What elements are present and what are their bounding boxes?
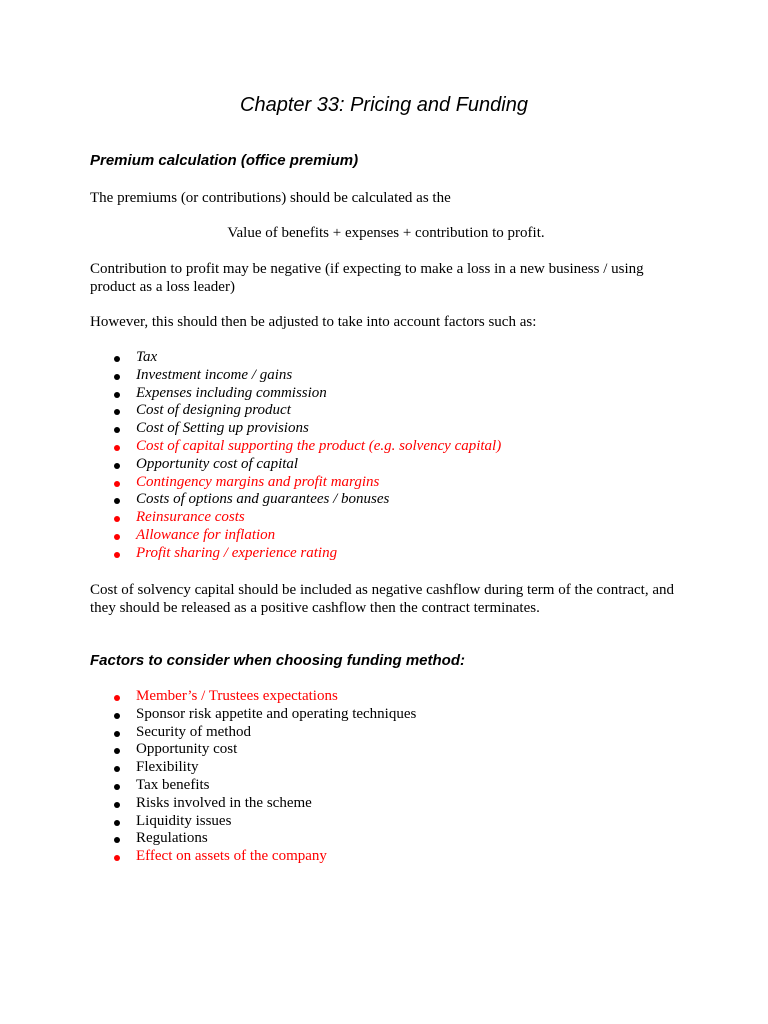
pricing-factors-list [110,349,501,563]
list-item-text: Flexibility [136,759,199,776]
list-item-text: Cost of designing product [136,402,291,419]
bullet-icon [114,516,120,522]
funding-factors-list [110,688,416,866]
list-item-text: Risks involved in the scheme [136,794,312,811]
list-item [110,509,501,527]
bullet-icon [114,713,120,719]
list-item [110,848,416,866]
list-item-text: Sponsor risk appetite and operating techniques [136,705,417,722]
premium-formula: Value of benefits + expenses + contribution to profit. [227,225,545,241]
bullet-icon [114,766,120,772]
list-item [110,545,501,563]
contribution-note-paragraph: Contribution to profit may be negative (if expecting to make a loss in a new business / using product as a loss leader) [90,261,644,295]
premium-intro-paragraph: The premiums (or contributions) should be calculated as the [90,190,451,206]
list-item-text: Costs of options and guarantees / bonuses [136,491,390,508]
list-item-text: Expenses including commission [136,384,327,401]
list-item [110,759,416,777]
bullet-icon [114,731,120,737]
list-item [110,813,416,831]
bullet-icon [114,392,120,398]
funding-method-heading: Factors to consider when choosing funding method: [90,652,465,669]
list-item [110,777,416,795]
adjustment-paragraph: However, this should then be adjusted to take into account factors such as: [90,314,537,330]
list-item-text: Opportunity cost [136,741,238,758]
list-item-text: Security of method [136,723,251,740]
bullet-icon [114,534,120,540]
bullet-icon [114,498,120,504]
bullet-icon [114,409,120,415]
list-item [110,349,501,367]
list-item-text: Contingency margins and profit margins [136,473,380,490]
bullet-icon [114,695,120,701]
list-item-text: Profit sharing / experience rating [136,544,338,561]
list-item [110,420,501,438]
list-item-text: Cost of capital supporting the product (e.g. solvency capital) [136,437,502,454]
premium-calculation-heading: Premium calculation (office premium) [90,152,359,169]
bullet-icon [114,748,120,754]
list-item-text: Member’s / Trustees expectations [136,688,338,704]
list-item-text: Tax benefits [136,776,210,793]
list-item-text: Tax [136,349,158,365]
list-item [110,830,416,848]
list-item [110,438,501,456]
list-item [110,402,501,420]
bullet-icon [114,374,120,380]
list-item [110,385,501,403]
list-item-text: Opportunity cost of capital [136,455,299,472]
bullet-icon [114,552,120,558]
bullet-icon [114,855,120,861]
bullet-icon [114,463,120,469]
page-title: Chapter 33: Pricing and Funding [240,94,528,116]
list-item [110,706,416,724]
list-item [110,795,416,813]
bullet-icon [114,802,120,808]
list-item [110,688,416,706]
list-item [110,474,501,492]
list-item [110,741,416,759]
list-item [110,724,416,742]
list-item-text: Allowance for inflation [136,526,276,543]
list-item [110,367,501,385]
list-item-text: Reinsurance costs [136,509,245,526]
list-item-text: Liquidity issues [136,812,232,829]
list-item [110,527,501,545]
bullet-icon [114,837,120,843]
solvency-capital-paragraph: Cost of solvency capital should be included as negative cashflow during term of the contract, and they should be released as a positive cashflow then the contract terminates. [90,582,674,616]
bullet-icon [114,445,120,451]
list-item-text: Effect on assets of the company [136,848,327,865]
list-item-text: Regulations [136,830,208,847]
list-item [110,456,501,474]
list-item-text: Cost of Setting up provisions [136,420,309,437]
bullet-icon [114,820,120,826]
bullet-icon [114,356,120,362]
bullet-icon [114,481,120,487]
list-item [110,491,501,509]
bullet-icon [114,784,120,790]
bullet-icon [114,427,120,433]
list-item-text: Investment income / gains [136,366,293,383]
